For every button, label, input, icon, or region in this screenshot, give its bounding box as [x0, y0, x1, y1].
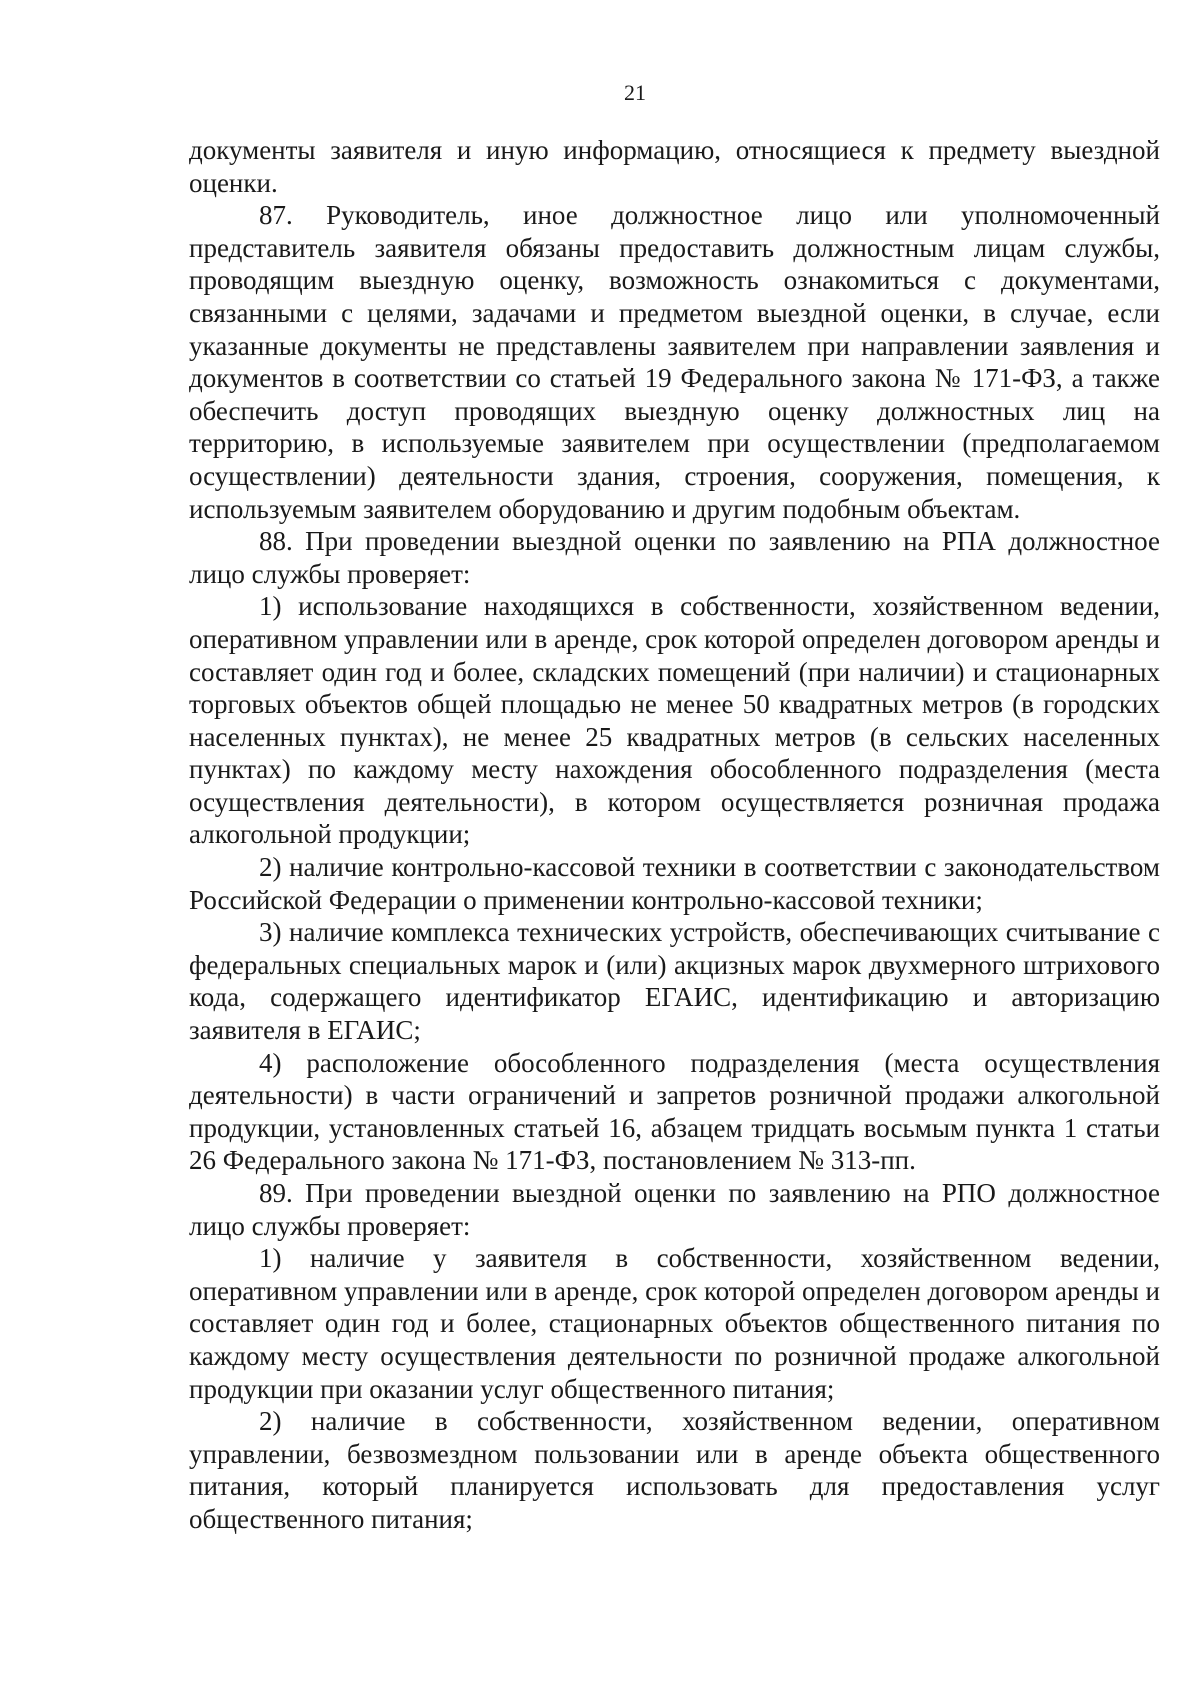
paragraph-88-item-4: 4) расположение обособленного подразделения (места осуществления деятельности) в части ограничений и запретов розничной продажи алкогольной продукции, установленных статьей 16, абзацем тридцать восьмым пункта 1 статьи 26 Федерального закона № 171-ФЗ, постановлением № 313-пп. [189, 1047, 1160, 1176]
document-body [189, 134, 1160, 1536]
paragraph-89-item-2: 2) наличие в собственности, хозяйственном ведении, оперативном управлении, безвозмездном пользовании или в аренде объекта общественного питания, который планируется использовать для предоставления услуг общественного питания; [189, 1406, 1160, 1534]
paragraph-88-item-3: 3) наличие комплекса технических устройств, обеспечивающих считывание с федеральных специальных марок и (или) акцизных марок двухмерного штрихового кода, содержащего идентификатор ЕГАИС, идентификацию и авторизацию заявителя в ЕГАИС; [189, 917, 1160, 1046]
paragraph-88-item-1: 1) использование находящихся в собственности, хозяйственном ведении, оперативном управлении или в аренде, срок которой определен договором аренды и составляет один год и более, складских помещений (при наличии) и стационарных торговых объектов общей площадью не менее 50 квадратных метров (в городских населенных пунктах), не менее 25 квадратных метров (в сельских населенных пунктах) по каждому месту нахождения обособленного подразделения (места осуществления деятельности), в котором осуществляется розничная продажа алкогольной продукции; [189, 591, 1160, 850]
page-number: 21 [624, 80, 646, 105]
paragraph-88: 88. При проведении выездной оценки по заявлению на РПА должностное лицо службы проверяет: [189, 526, 1160, 589]
paragraph-88-item-2: 2) наличие контрольно-кассовой техники в соответствии с законодательством Российской Федерации о применении контрольно-кассовой техники; [189, 852, 1160, 915]
paragraph-87: 87. Руководитель, иное должностное лицо или уполномоченный представитель заявителя обязаны предоставить должностным лицам службы, проводящим выездную оценку, возможность ознакомиться с документами, связанными с целями, задачами и предметом выездной оценки, в случае, если указанные документы не представлены заявителем при направлении заявления и документов в соответствии со статьей 19 Федерального закона № 171-ФЗ, а также обеспечить доступ проводящих выездную оценку должностных лиц на территорию, в используемые заявителем при осуществлении (предполагаемом осуществлении) деятельности здания, строения, сооружения, помещения, к используемым заявителем оборудованию и другим подобным объектам. [189, 200, 1160, 524]
paragraph-89-item-1: 1) наличие у заявителя в собственности, хозяйственном ведении, оперативном управлении или в аренде, срок которой определен договором аренды и составляет один год и более, стационарных объектов общественного питания по каждому месту осуществления деятельности по розничной продаже алкогольной продукции при оказании услуг общественного питания; [189, 1243, 1160, 1404]
paragraph-89: 89. При проведении выездной оценки по заявлению на РПО должностное лицо службы проверяет: [189, 1178, 1160, 1241]
paragraph-continuation: документы заявителя и иную информацию, относящиеся к предмету выездной оценки. [189, 135, 1160, 198]
